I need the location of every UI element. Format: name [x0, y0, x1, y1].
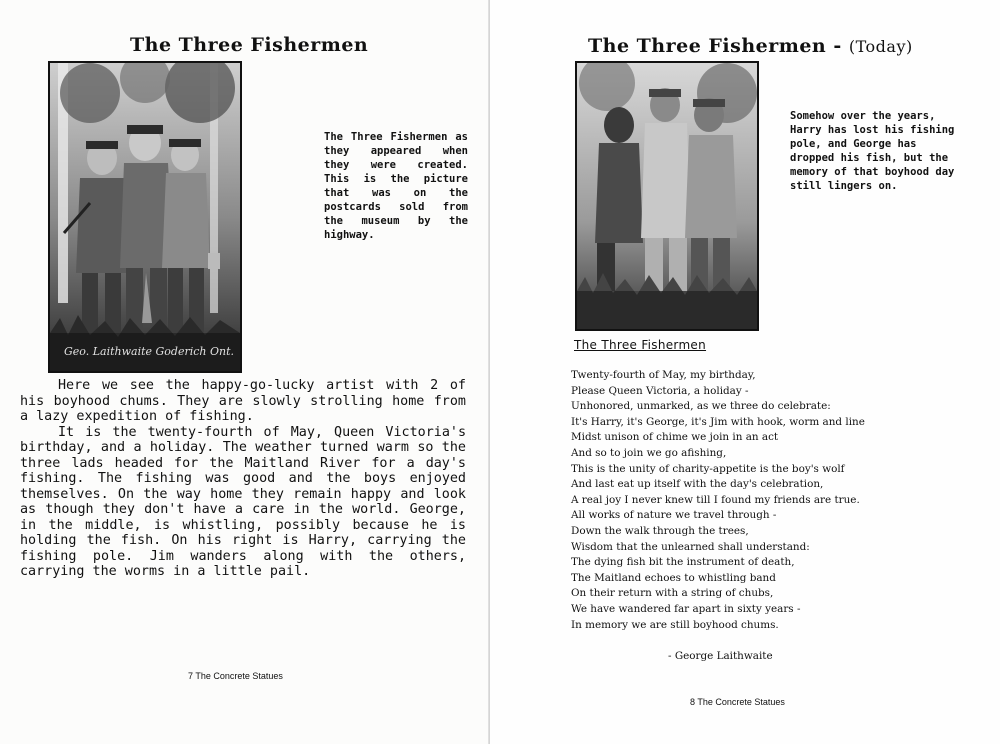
- postcard-inscription: Geo. Laithwaite Goderich Ont.: [64, 345, 235, 358]
- right-page-footer: 8 The Concrete Statues: [690, 697, 785, 707]
- poem-line: Wisdom that the unlearned shall understand:: [571, 540, 810, 553]
- left-photo-caption: The Three Fishermen as they appeared when they were created. This is the picture that was on the postcards sold from the museum by the highway.: [324, 131, 468, 241]
- poem: [571, 368, 865, 633]
- left-page-footer: 7 The Concrete Statues: [188, 671, 283, 681]
- poem-line: In memory we are still boyhood chums.: [571, 618, 779, 631]
- poem-author: - George Laithwaite: [668, 650, 773, 662]
- vintage-postcard-photo: [48, 61, 242, 373]
- poem-line: All works of nature we travel through -: [571, 509, 777, 522]
- poem-title: The Three Fishermen: [574, 338, 707, 352]
- right-page-title: [588, 35, 913, 57]
- left-body-text: [20, 378, 466, 580]
- poem-line: And so to join we go afishing,: [571, 446, 727, 459]
- poem-line: On their return with a string of chubs,: [571, 587, 774, 600]
- poem-line: Midst unison of chime we join in an act: [571, 431, 779, 444]
- right-title-suffix: (Today): [848, 37, 913, 56]
- right-page: [490, 0, 1000, 744]
- poem-line: A real joy I never knew till I found my friends are true.: [571, 493, 860, 506]
- poem-line: Down the walk through the trees,: [571, 524, 749, 537]
- poem-line: Unhonored, unmarked, as we three do celebrate:: [571, 400, 831, 413]
- poem-line: The dying fish bit the instrument of death,: [571, 556, 795, 569]
- statues-photo-illustration: [577, 63, 757, 329]
- body-paragraph-1: Here we see the happy-go-lucky artist with 2 of his boyhood chums. They are slowly strolling home from a lazy expedition of fishing.: [20, 378, 466, 424]
- postcard-photo-illustration: [50, 63, 240, 371]
- body-paragraph-2: It is the twenty-fourth of May, Queen Victoria's birthday, and a holiday. The weather turned warm so the three lads headed for the Maitland River for a day's fishing. The fishing was good and the boys enjoyed themselves. On the way home they remain happy and look as though they don't have a care in the world. George, in the middle, is whistling, possibly because he is holding the fish. On his right is Harry, carrying the fishing pole. Jim wanders along with the others, carrying the worms in a little pail.: [20, 424, 466, 579]
- poem-line: And last eat up itself with the day's celebration,: [571, 478, 824, 491]
- poem-line: The Maitland echoes to whistling band: [571, 571, 776, 584]
- left-page: [0, 0, 490, 744]
- poem-line: This is the unity of charity-appetite is the boy's wolf: [571, 462, 845, 475]
- left-page-title: The Three Fishermen: [130, 34, 369, 56]
- right-photo-caption: Somehow over the years, Harry has lost his fishing pole, and George has dropped his fish, but the memory of that boyhood day still lingers on.: [790, 110, 955, 192]
- poem-line: It's Harry, it's George, it's Jim with hook, worm and line: [571, 415, 865, 428]
- poem-line: Twenty-fourth of May, my birthday,: [571, 369, 756, 381]
- poem-line: We have wandered far apart in sixty years -: [571, 602, 801, 615]
- poem-line: Please Queen Victoria, a holiday -: [571, 384, 749, 397]
- statues-photo: [575, 61, 759, 331]
- right-title-main: The Three Fishermen -: [588, 35, 842, 57]
